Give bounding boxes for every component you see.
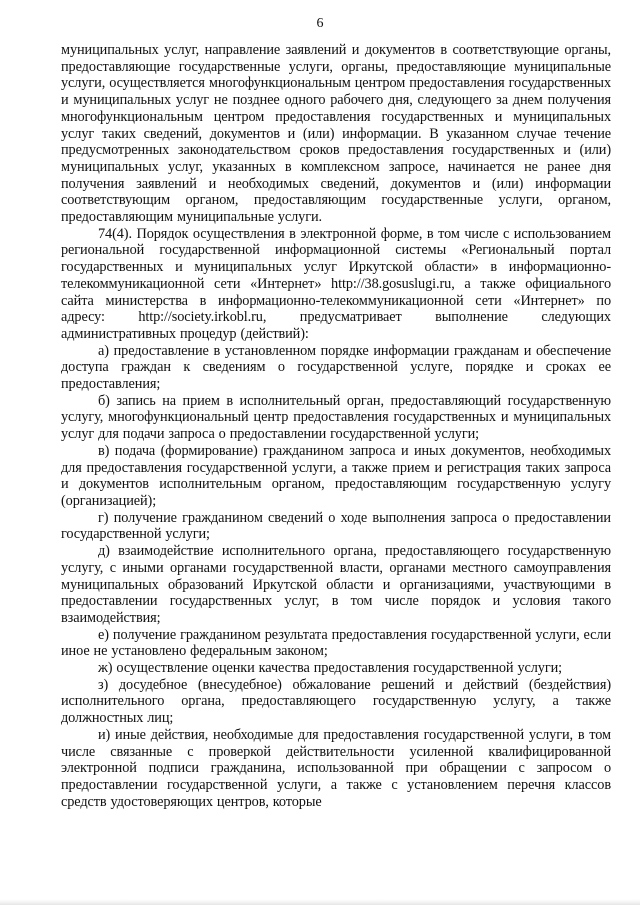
paragraph-74-4: 74(4). Порядок осуществления в электронной форме, в том числе с использованием региональной государственной информационной системы «Региональный портал государственных и муниципальных услуг Иркутской области» в информационно-телекоммуникационной сети «Интернет» http://38.gosuslugi.ru, а также официального сайта министерства в информационно-телекоммуникационной сети «Интернет» по адресу: http://society.irkobl.ru, предусматривает выполнение следующих административных процедур (действий): [61,225,611,342]
list-item-zh: ж) осуществление оценки качества предоставления государственной услуги; [98,660,563,677]
list-item-i: и) иные действия, необходимые для предоставления государственной услуги, в том числе связанные с проверкой действительности усиленной квалифицированной электронной подписи гражданина, использованной при обращении с запросом о предоставлении государственной услуги, а также с установлением перечня классов средств удостоверяющих центров, которые [61,726,611,810]
list-item-g: г) получение гражданином сведений о ходе выполнения запроса о предоставлении государственной услуги; [61,509,611,543]
scan-edge-shadow [0,899,640,905]
page-number: 6 [316,16,324,31]
document-body [61,42,611,810]
list-item-b: б) запись на прием в исполнительный орган, предоставляющий государственную услугу, многофункциональный центр предоставления государственных и муниципальных услуг для подачи запроса о предоставлении государственной услуги; [61,392,611,443]
list-item-z: з) досудебное (внесудебное) обжалование решений и действий (бездействия) исполнительного органа, предоставляющего государственную услугу, а также должностных лиц; [61,676,611,727]
list-item-d: д) взаимодействие исполнительного органа, предоставляющего государственную услугу, с иными органами государственной власти, органами местного самоуправления муниципальных образований Иркутской области и организациями, участвующими в предоставлении государственных услуг, в том числе порядок и условия такого взаимодействия; [61,543,611,626]
list-item-a: а) предоставление в установленном порядке информации гражданам и обеспечение доступа граждан к сведениям о государственной услуге, порядке и сроках ее предоставления; [61,342,611,393]
list-item-e: е) получение гражданином результата предоставления государственной услуги, если иное не установлено федеральным законом; [61,626,611,660]
paragraph-continuation: муниципальных услуг, направление заявлений и документов в соответствующие органы, предоставляющие государственные услуги, органы, предоставляющие муниципальные услуги, осуществляется многофункциональным центром предоставления государственных и муниципальных услуг не позднее одного рабочего дня, следующего за днем получения многофункциональным центром предоставления государственных и муниципальных услуг таких сведений, документов и (или) информации. В указанном случае течение предусмотренных законодательством сроков предоставления государственных и (или) муниципальных услуг, указанных в комплексном запросе, начинается не ранее дня получения заявлений и необходимых сведений, документов и (или) информации соответствующим органом, предоставляющим государственные услуги, органом, предоставляющим муниципальные услуги. [61,42,611,226]
list-item-v: в) подача (формирование) гражданином запроса и иных документов, необходимых для предоставления государственной услуги, а также прием и регистрация таких запроса и документов исполнительным органом, предоставляющим государственную услугу (организацией); [61,442,611,509]
